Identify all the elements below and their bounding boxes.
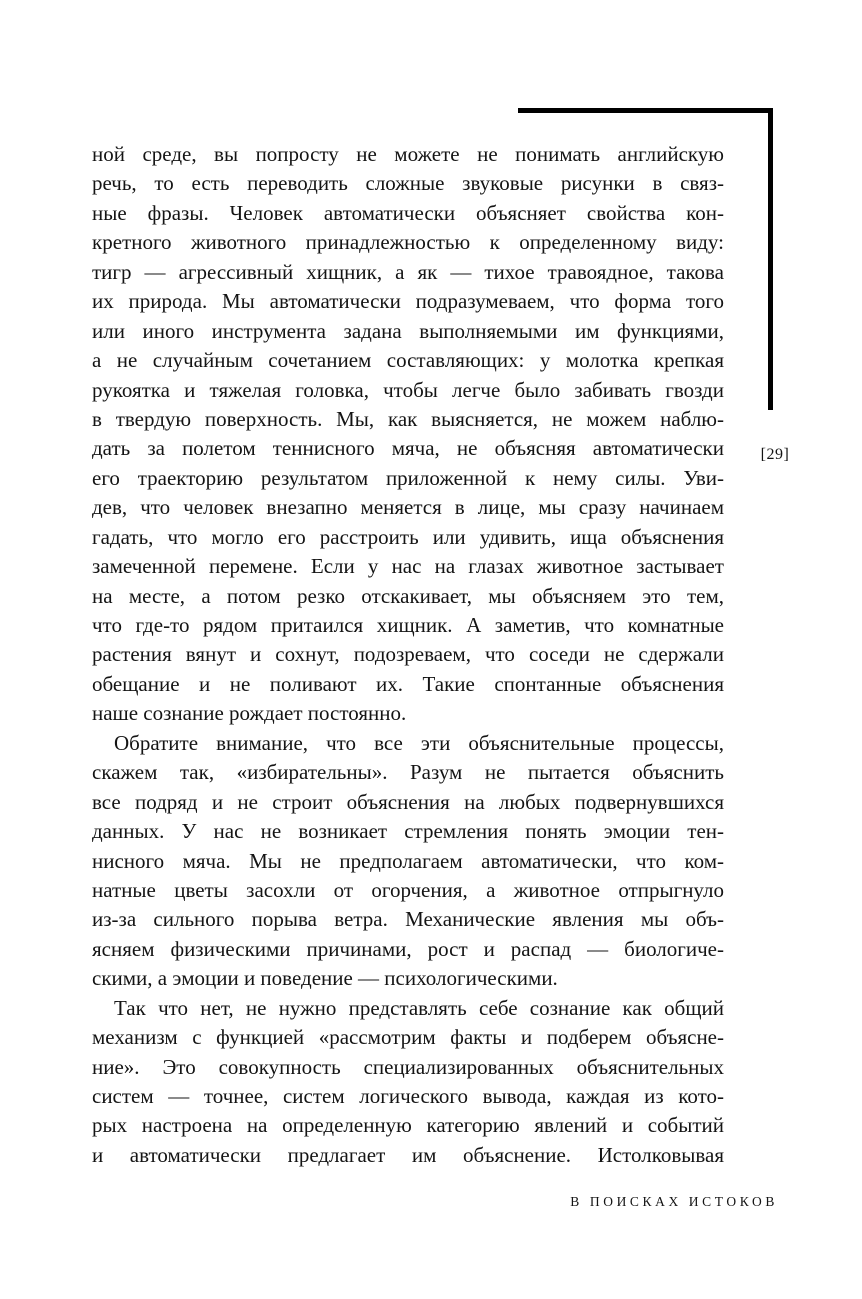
text-line: их природа. Мы автоматически подразумеваем, что форма того	[92, 289, 724, 314]
text-line: рукоятка и тяжелая головка, чтобы легче было забивать гвозди	[92, 377, 724, 402]
text-line: механизм с функцией «рассмотрим факты и подберем объясне-	[92, 1025, 724, 1050]
text-line: или иного инструмента задана выполняемыми им функциями,	[92, 318, 724, 343]
text-line: из-за сильного порыва ветра. Механические явления мы объ-	[92, 907, 724, 932]
margin-page-number: [29]	[760, 446, 790, 463]
text-line: и автоматически предлагает им объяснение. Истолковывая	[92, 1142, 724, 1167]
text-line: все подряд и не строит объяснения на любых подвернувшихся	[92, 789, 724, 814]
text-line: скими, а эмоции и поведение — психологическими.	[92, 966, 558, 991]
text-line: Так что нет, не нужно представлять себе сознание как общий	[114, 995, 724, 1020]
text-line: в твердую поверхность. Мы, как выясняется, не можем наблю-	[92, 406, 724, 431]
text-line: а не случайным сочетанием составляющих: у молотка крепкая	[92, 348, 724, 373]
text-line: тигр — агрессивный хищник, а як — тихое травоядное, такова	[92, 259, 724, 284]
text-line: его траекторию результатом приложенной к нему силы. Уви-	[92, 465, 724, 490]
text-line: на месте, а потом резко отскакивает, мы объясняем это тем,	[92, 583, 724, 608]
text-line: замеченной перемене. Если у нас на глазах животное застывает	[92, 554, 724, 579]
text-line: ясняем физическими причинами, рост и распад — биологиче-	[92, 936, 724, 961]
text-line: кретного животного принадлежностью к определенному виду:	[92, 230, 724, 255]
text-line: ные фразы. Человек автоматически объясняет свойства кон-	[92, 200, 724, 225]
text-line: речь, то есть переводить сложные звуковые рисунки в связ-	[92, 171, 724, 196]
text-line: нисного мяча. Мы не предполагаем автоматически, что ком-	[92, 848, 724, 873]
text-line: что где-то рядом притаился хищник. А заметив, что комнатные	[92, 613, 724, 637]
text-line: обещание и не поливают их. Такие спонтанные объяснения	[92, 671, 724, 696]
text-line: данных. У нас не возникает стремления понять эмоции тен-	[92, 819, 724, 844]
text-line: натные цветы засохли от огорчения, а животное отпрыгнуло	[92, 877, 724, 902]
text-line: наше сознание рождает постоянно.	[92, 701, 407, 726]
text-line: дев, что человек внезапно меняется в лице, мы сразу начинаем	[92, 495, 724, 520]
text-line: систем — точнее, систем логического вывода, каждая из кото-	[92, 1084, 724, 1108]
text-line: ной среде, вы попросту не можете не понимать английскую	[92, 142, 724, 166]
running-footer: В ПОИСКАХ ИСТОКОВ	[570, 1194, 778, 1209]
text-line: скажем так, «избирательны». Разум не пытается объяснить	[92, 760, 724, 785]
text-line: рых настроена на определенную категорию явлений и событий	[92, 1113, 724, 1138]
text-line: дать за полетом теннисного мяча, не объясняя автоматически	[92, 436, 724, 461]
text-line: ние». Это совокупность специализированных объяснительных	[92, 1054, 724, 1079]
body-text	[92, 140, 724, 1170]
text-line: гадать, что могло его расстроить или удивить, ища объяснения	[92, 524, 724, 549]
text-line: растения вянут и сохнут, подозреваем, что соседи не сдержали	[92, 642, 724, 667]
text-line: Обратите внимание, что все эти объяснительные процессы,	[114, 730, 724, 755]
